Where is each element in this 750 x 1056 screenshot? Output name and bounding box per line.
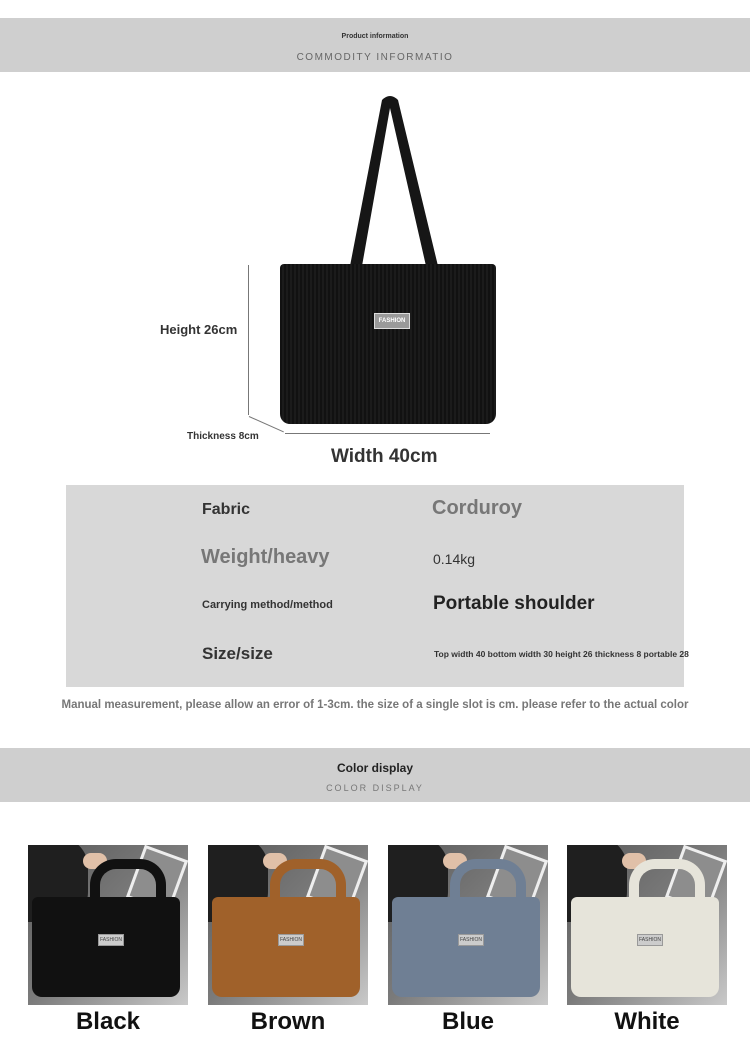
color-name-blue: Blue xyxy=(441,1008,494,1035)
fabric-label: Fabric xyxy=(202,501,251,518)
carry-value: Portable shoulder xyxy=(433,593,595,614)
product-info-banner xyxy=(0,18,750,72)
swatch-tag: FASHION xyxy=(278,934,304,946)
black-tote-bag xyxy=(280,264,496,424)
fabric-value: Corduroy xyxy=(432,497,522,519)
color-swatch-brown[interactable] xyxy=(208,845,368,1005)
carry-label: Carrying method/method xyxy=(202,599,333,611)
color-name-white: White xyxy=(614,1008,680,1035)
swatch-tag: FASHION xyxy=(637,934,663,946)
color-banner-subtitle: COLOR DISPLAY xyxy=(326,783,424,793)
banner-title: Product information xyxy=(341,33,409,40)
swatch-tag: FASHION xyxy=(98,934,124,946)
weight-value: 0.14kg xyxy=(433,551,476,567)
width-measure-line xyxy=(285,433,490,434)
color-name-black: Black xyxy=(75,1008,141,1035)
bag-label-tag: FASHION xyxy=(374,313,410,329)
color-display-banner xyxy=(0,748,750,802)
swatch-tag: FASHION xyxy=(458,934,484,946)
size-value: Top width 40 bottom width 30 height 26 thickness 8 portable 28 xyxy=(434,649,689,659)
product-image xyxy=(150,90,550,480)
thickness-dimension: Thickness 8cm xyxy=(187,431,259,442)
banner-subtitle: COMMODITY INFORMATIO xyxy=(296,52,454,63)
measurement-note: Manual measurement, please allow an error of 1-3cm. the size of a single slot is cm. please refer to the actual color xyxy=(61,699,689,711)
color-swatch-white[interactable] xyxy=(567,845,727,1005)
size-label: Size/size xyxy=(202,644,273,663)
color-name-brown: Brown xyxy=(250,1008,326,1035)
color-swatch-blue[interactable] xyxy=(388,845,548,1005)
height-measure-line xyxy=(248,265,249,415)
weight-label: Weight/heavy xyxy=(201,546,330,568)
height-dimension: Height 26cm xyxy=(160,322,238,337)
product-info-table xyxy=(66,485,689,687)
width-dimension: Width 40cm xyxy=(331,446,438,467)
color-swatch-black[interactable] xyxy=(28,845,188,1005)
color-banner-title: Color display xyxy=(336,761,413,775)
